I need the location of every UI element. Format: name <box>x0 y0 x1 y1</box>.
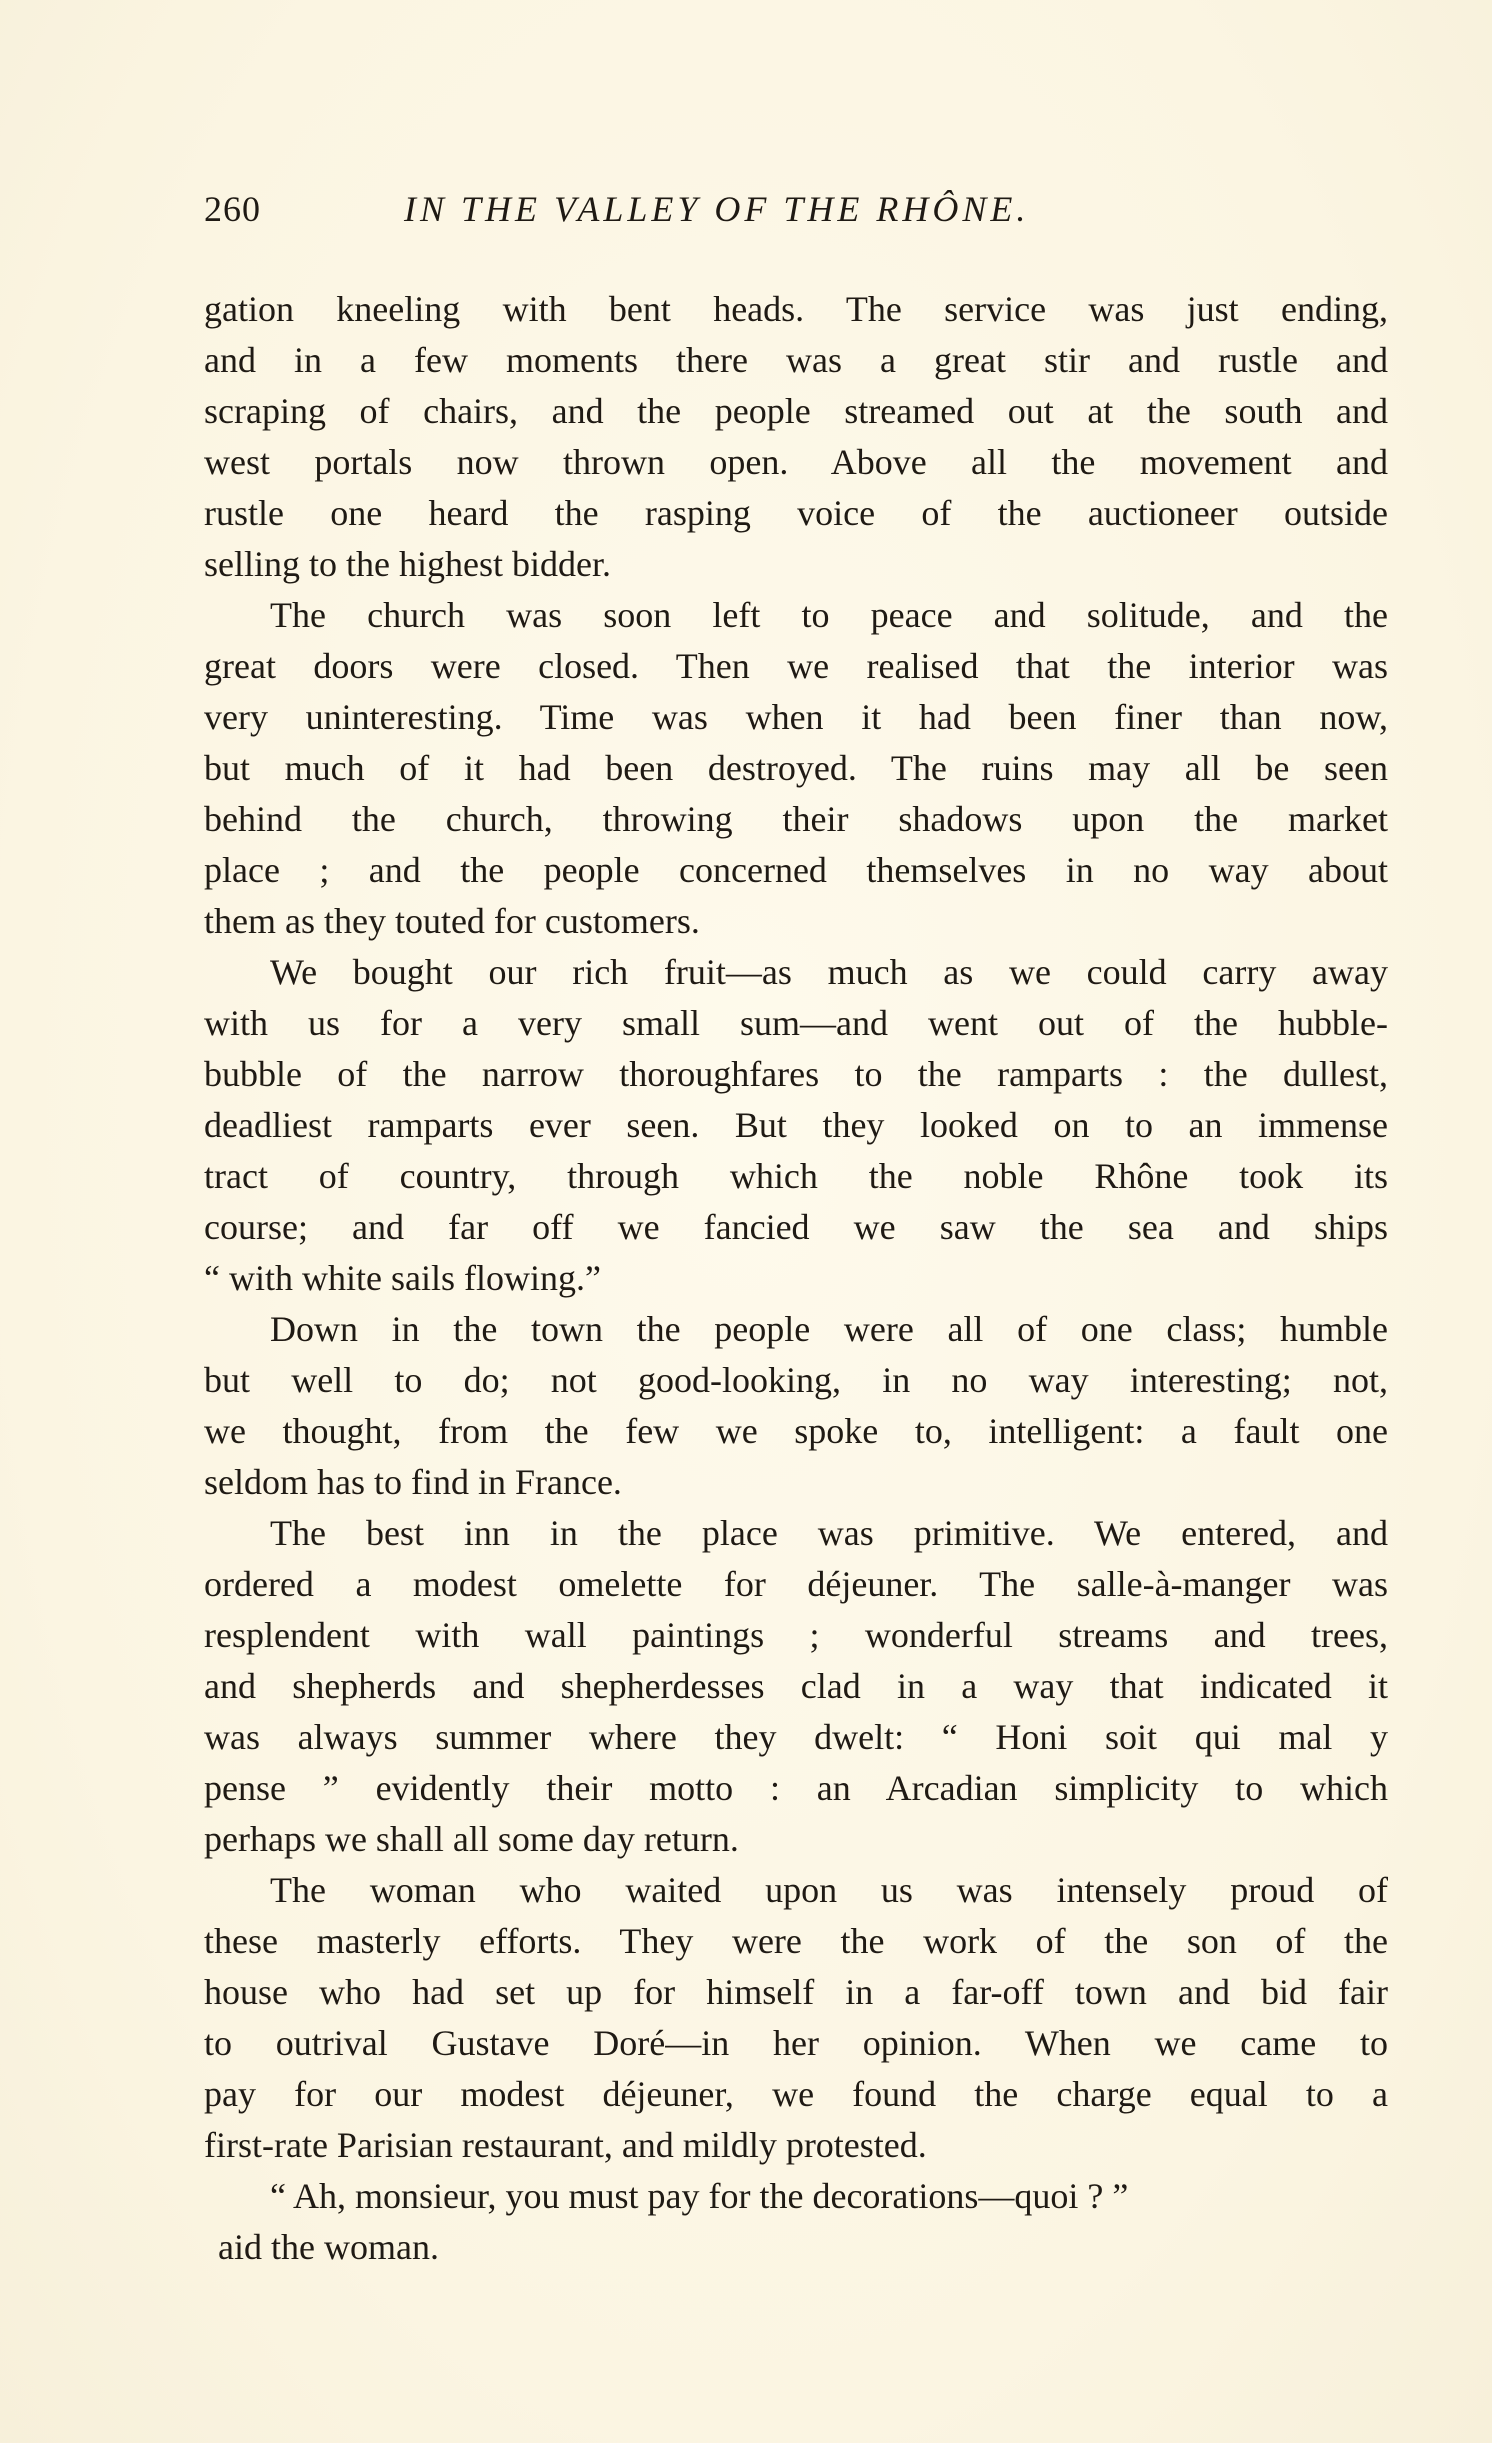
text-line: bubble of the narrow thoroughfares to the ramparts : the dullest, <box>204 1054 1388 1094</box>
text-line: gation kneeling with bent heads. The service was just ending, <box>204 289 1388 329</box>
text-line: very uninteresting. Time was when it had been finer than now, <box>204 697 1388 737</box>
text-line: them as they touted for customers. <box>204 901 700 941</box>
text-line: first-rate Parisian restaurant, and mildly protested. <box>204 2125 927 2165</box>
text-line: house who had set up for himself in a far-off town and bid fair <box>204 1972 1388 2012</box>
text-line: great doors were closed. Then we realised that the interior was <box>204 646 1388 686</box>
running-head <box>204 188 1388 244</box>
paragraph-first-line: “ Ah, monsieur, you must pay for the decorations—quoi ? ” <box>270 2176 1129 2216</box>
text-line: tract of country, through which the noble Rhône took its <box>204 1156 1388 1196</box>
text-line: “ with white sails flowing.” <box>204 1258 601 1298</box>
text-line: pay for our modest déjeuner, we found the charge equal to a <box>204 2074 1388 2114</box>
body-text <box>204 284 1388 2273</box>
paragraph-first-line: Down in the town the people were all of one class; humble <box>270 1309 1388 1349</box>
text-line: west portals now thrown open. Above all the movement and <box>204 442 1388 482</box>
text-line: aid the woman. <box>218 2227 439 2267</box>
text-line: with us for a very small sum—and went out of the hubble- <box>204 1003 1388 1043</box>
text-line: selling to the highest bidder. <box>204 544 611 584</box>
paragraph-first-line: We bought our rich fruit—as much as we could carry away <box>270 952 1388 992</box>
text-line: and in a few moments there was a great stir and rustle and <box>204 340 1388 380</box>
text-line: we thought, from the few we spoke to, intelligent: a fault one <box>204 1411 1388 1451</box>
paragraph-first-line: The woman who waited upon us was intensely proud of <box>270 1870 1388 1910</box>
text-line: seldom has to find in France. <box>204 1462 622 1502</box>
text-line: perhaps we shall all some day return. <box>204 1819 739 1859</box>
text-line: resplendent with wall paintings ; wonderful streams and trees, <box>204 1615 1388 1655</box>
running-title: IN THE VALLEY OF THE RHÔNE. <box>404 189 1030 229</box>
paragraph-first-line: The church was soon left to peace and solitude, and the <box>270 595 1388 635</box>
text-line: to outrival Gustave Doré—in her opinion. When we came to <box>204 2023 1388 2063</box>
text-line: these masterly efforts. They were the work of the son of the <box>204 1921 1388 1961</box>
text-line: place ; and the people concerned themselves in no way about <box>204 850 1388 890</box>
page-number: 260 <box>204 189 261 229</box>
text-line: ordered a modest omelette for déjeuner. The salle-à-manger was <box>204 1564 1388 1604</box>
text-line: rustle one heard the rasping voice of the auctioneer outside <box>204 493 1388 533</box>
text-line: was always summer where they dwelt: “ Honi soit qui mal y <box>204 1717 1388 1757</box>
text-line: but much of it had been destroyed. The ruins may all be seen <box>204 748 1388 788</box>
text-line: course; and far off we fancied we saw the sea and ships <box>204 1207 1388 1247</box>
text-line: pense ” evidently their motto : an Arcadian simplicity to which <box>204 1768 1388 1808</box>
text-line: deadliest ramparts ever seen. But they looked on to an immense <box>204 1105 1388 1145</box>
text-line: behind the church, throwing their shadows upon the market <box>204 799 1388 839</box>
text-line: scraping of chairs, and the people streamed out at the south and <box>204 391 1388 431</box>
paragraph-first-line: The best inn in the place was primitive. We entered, and <box>270 1513 1388 1553</box>
text-line: and shepherds and shepherdesses clad in a way that indicated it <box>204 1666 1388 1706</box>
text-line: but well to do; not good-looking, in no way interesting; not, <box>204 1360 1388 1400</box>
